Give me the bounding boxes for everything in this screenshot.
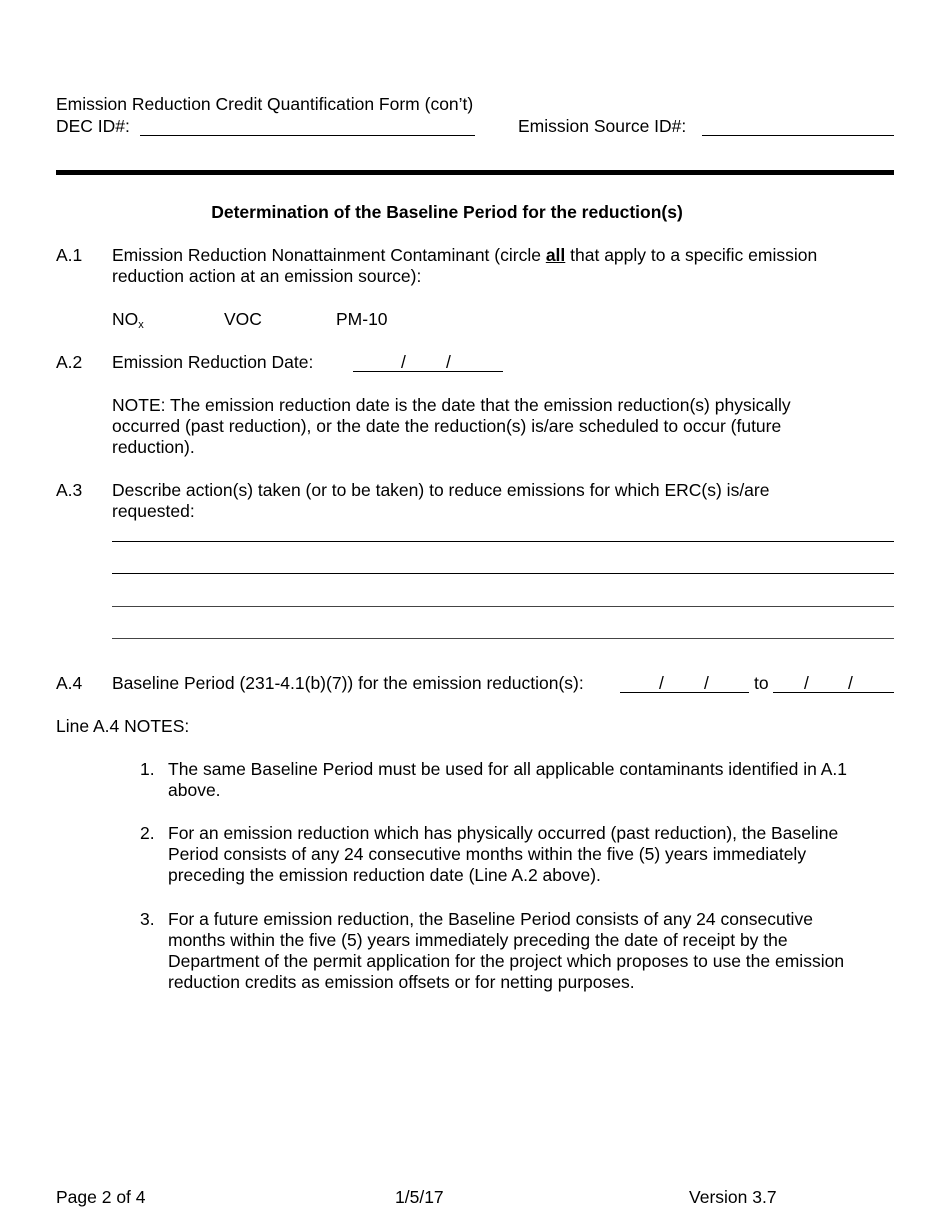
note-number: 1. <box>140 759 155 779</box>
a2-label: Emission Reduction Date: <box>112 352 314 372</box>
note-line: reduction credits as emission offsets or for netting purposes. <box>168 972 635 992</box>
a2-note-line3: reduction). <box>112 437 195 457</box>
notes-heading: Line A.4 NOTES: <box>56 716 190 736</box>
contaminant-voc[interactable]: VOC <box>224 309 262 329</box>
note-text <box>168 909 896 993</box>
nox-base: NO <box>112 309 139 329</box>
start-date-slash-1: / <box>659 673 664 693</box>
a3-answer-line-2[interactable] <box>112 573 894 574</box>
baseline-to-label: to <box>754 673 769 693</box>
header-divider <box>56 170 894 175</box>
note-line: The same Baseline Period must be used for all applicable contaminants identified in A.1 <box>168 759 848 779</box>
end-date-slash-1: / <box>804 673 809 693</box>
a1-text-after: that apply to a specific emission <box>565 245 818 265</box>
note-text <box>168 823 896 886</box>
dec-id-label: DEC ID#: <box>56 116 130 136</box>
nox-subscript: x <box>138 319 144 331</box>
reduction-date-field[interactable] <box>353 371 503 372</box>
a3-line2: requested: <box>112 501 195 521</box>
date-slash-2: / <box>446 352 451 372</box>
a1-text-before: Emission Reduction Nonattainment Contaminant (circle <box>112 245 546 265</box>
note-number: 3. <box>140 909 155 929</box>
note-line: months within the five (5) years immediately preceding the date of receipt by the <box>168 930 788 950</box>
a2-note-line1: NOTE: The emission reduction date is the date that the emission reduction(s) physically <box>112 395 791 415</box>
a4-label: Baseline Period (231-4.1(b)(7)) for the emission reduction(s): <box>112 673 584 693</box>
a4-number: A.4 <box>56 673 83 693</box>
note-line: Department of the permit application for the project which proposes to use the emission <box>168 951 845 971</box>
contaminant-pm10[interactable]: PM-10 <box>336 309 388 329</box>
a3-answer-line-4[interactable] <box>112 638 894 639</box>
start-date-slash-2: / <box>704 673 709 693</box>
a3-line1: Describe action(s) taken (or to be taken) to reduce emissions for which ERC(s) is/are <box>112 480 770 500</box>
date-slash-1: / <box>401 352 406 372</box>
footer-date: 1/5/17 <box>395 1187 444 1207</box>
source-id-field[interactable] <box>702 135 894 136</box>
dec-id-field[interactable] <box>140 135 475 136</box>
footer-page-number: Page 2 of 4 <box>56 1187 146 1207</box>
contaminant-nox[interactable] <box>112 309 144 333</box>
note-line: For an emission reduction which has physically occurred (past reduction), the Baseline <box>168 823 839 843</box>
note-line: above. <box>168 780 221 800</box>
a2-note-line2: occurred (past reduction), or the date the reduction(s) is/are scheduled to occur (future <box>112 416 782 436</box>
section-title: Determination of the Baseline Period for the reduction(s) <box>211 202 683 222</box>
baseline-end-date-field[interactable] <box>773 692 894 693</box>
note-line: Period consists of any 24 consecutive months within the five (5) years immediately <box>168 844 807 864</box>
source-id-label: Emission Source ID#: <box>518 116 687 136</box>
note-line: For a future emission reduction, the Baseline Period consists of any 24 consecutive <box>168 909 813 929</box>
a1-text <box>112 245 902 266</box>
a1-number: A.1 <box>56 245 83 265</box>
baseline-start-date-field[interactable] <box>620 692 749 693</box>
a1-text-line2: reduction action at an emission source): <box>112 266 422 286</box>
a3-answer-line-1[interactable] <box>112 541 894 542</box>
end-date-slash-2: / <box>848 673 853 693</box>
note-line: preceding the emission reduction date (Line A.2 above). <box>168 865 601 885</box>
footer-version: Version 3.7 <box>689 1187 777 1207</box>
note-number: 2. <box>140 823 155 843</box>
a1-text-emphasis: all <box>545 245 566 265</box>
note-text <box>168 759 896 801</box>
a2-number: A.2 <box>56 352 83 372</box>
a3-number: A.3 <box>56 480 83 500</box>
a3-answer-line-3[interactable] <box>112 606 894 607</box>
form-title: Emission Reduction Credit Quantification Form (con’t) <box>56 94 474 114</box>
